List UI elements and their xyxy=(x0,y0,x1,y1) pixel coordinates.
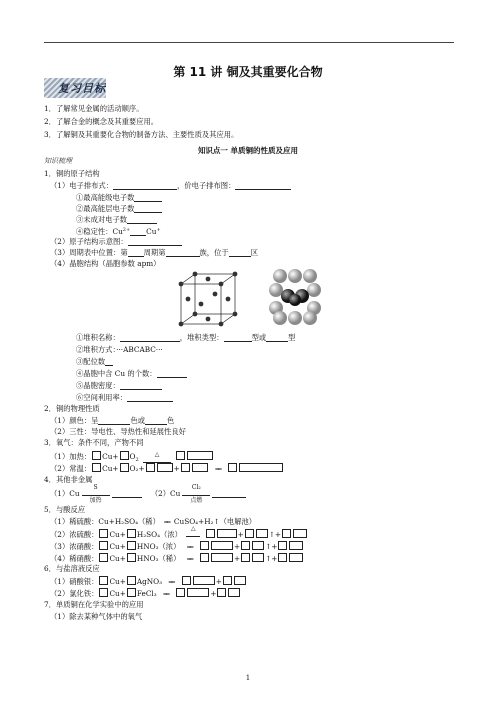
label: Cu+ xyxy=(102,464,119,473)
item-7: 7．单质铜在化学实验中的应用 xyxy=(44,600,144,609)
label: + xyxy=(215,577,222,586)
blank xyxy=(134,193,162,202)
blank xyxy=(134,204,162,213)
condition: 点燃 xyxy=(190,497,203,504)
label: ↑+ xyxy=(268,530,281,539)
item-6: 6．与盐溶液反应 xyxy=(44,564,100,573)
item-1-2 xyxy=(50,237,182,246)
label: （2）原子结构示意图： xyxy=(50,237,128,246)
cell-6 xyxy=(76,393,173,402)
goal-1: 1．了解常见金属的活动顺序。 xyxy=(44,104,144,113)
item-5-1 xyxy=(50,517,256,527)
label: （1）稀硫酸：Cu+H₂SO₄（稀） xyxy=(50,517,160,526)
label: Cu+ xyxy=(109,530,126,539)
blank xyxy=(120,381,162,390)
item-5-2 xyxy=(50,525,308,539)
item-1-3 xyxy=(50,248,258,257)
item-7-1: （1）除去某种气体中的氧气 xyxy=(50,612,143,621)
blank xyxy=(157,369,187,378)
label: + xyxy=(237,530,244,539)
label: （3）浓硝酸： xyxy=(50,542,99,551)
blank xyxy=(127,215,157,224)
label: O₂+ xyxy=(129,464,145,473)
condition: 加热 xyxy=(89,497,102,504)
item-3-1: （1）加热： $Cu+ O_2$ △ xyxy=(50,451,214,465)
label: （1）硝酸银： xyxy=(50,577,99,586)
label: （4）稀硝酸： xyxy=(50,554,99,563)
item-2: 2．铜的物理性质 xyxy=(44,404,100,413)
label: ⑤晶胞密度： xyxy=(76,381,120,390)
cell-5 xyxy=(76,381,162,390)
item-1-d: ④稳定性：$Cu^{2+}$ Cu+ xyxy=(76,227,161,236)
label: 区 xyxy=(250,248,258,257)
label: （1）Cu xyxy=(50,489,80,498)
label: O xyxy=(129,452,136,461)
item-3: 3．氧气：条件不同，产物不同 xyxy=(44,438,144,447)
label: （1）加热： xyxy=(50,452,92,461)
blank xyxy=(105,357,113,366)
blank xyxy=(127,393,173,402)
label: 色 xyxy=(167,416,175,425)
header-rule xyxy=(44,42,454,43)
blank xyxy=(229,248,251,257)
label: ，价电子排布图： xyxy=(177,181,236,190)
blank xyxy=(130,227,146,236)
blank xyxy=(128,237,182,246)
cell-1 xyxy=(76,333,295,342)
close-packing-diagram xyxy=(268,268,322,326)
fcc-unit-cell-diagram xyxy=(177,270,239,328)
blank xyxy=(120,333,180,342)
item-1-1 xyxy=(50,181,291,190)
heat-sign: △ xyxy=(190,525,196,532)
item-1-c xyxy=(76,215,157,224)
label: + xyxy=(173,464,180,473)
item-3-2 xyxy=(50,463,284,474)
item-6-2 xyxy=(50,588,241,599)
item-5-3 xyxy=(50,541,304,552)
label: ①堆积名称： xyxy=(76,333,120,342)
blank xyxy=(235,181,291,190)
label: ↑+ xyxy=(265,542,278,551)
blank xyxy=(128,248,144,257)
cell-4 xyxy=(76,369,187,378)
goal-3: 3．了解铜及其重要化合物的制备方法、主要性质及其应用。 xyxy=(44,130,239,139)
item-1: 1．铜的原子结构 xyxy=(44,169,100,178)
item-5-4 xyxy=(50,553,304,564)
reagent: Cl₂ xyxy=(191,484,201,491)
label: ①最高能级电子数 xyxy=(76,193,135,202)
label: （2）Cu xyxy=(150,489,181,498)
label: 色或 xyxy=(130,416,146,425)
item-1-a xyxy=(76,193,162,202)
label: ④晶胞中含 Cu 的个数： xyxy=(76,369,157,378)
label: （3）周期表中位置：第 xyxy=(50,248,128,257)
item-1-b xyxy=(76,204,162,213)
blank xyxy=(113,181,177,190)
label: ②最高能层电子数 xyxy=(76,204,135,213)
blank xyxy=(98,416,130,425)
blank xyxy=(224,333,252,342)
label: Cu+ xyxy=(109,542,126,551)
label: ④稳定性：Cu xyxy=(76,227,123,236)
label: CuSO₄+H₂↑（电解池） xyxy=(173,517,257,526)
item-5: 5．与酸反应 xyxy=(44,505,86,514)
label: ③配位数 xyxy=(76,357,106,366)
label: （2）浓硫酸： xyxy=(50,530,99,539)
review-goals-badge xyxy=(44,78,106,98)
label: 型或 xyxy=(251,333,267,342)
label: （1）颜色：呈 xyxy=(50,416,99,425)
label: 族，位于 xyxy=(199,248,229,257)
label: + xyxy=(234,542,241,551)
page-title: 第 11 讲 铜及其重要化合物 xyxy=(173,65,323,79)
label: FeCl₃ xyxy=(136,589,157,598)
label: 周期第 xyxy=(143,248,166,257)
reagent: S xyxy=(93,484,98,491)
label: + xyxy=(234,554,241,563)
label: AgNO₃ xyxy=(136,577,163,586)
label: H₂SO₄（浓） xyxy=(136,530,182,539)
blank xyxy=(266,333,288,342)
blank xyxy=(112,489,142,498)
label: ③未成对电子数 xyxy=(76,215,128,224)
label: Cu+ xyxy=(102,452,119,461)
item-4: 4．其他非金属 xyxy=(44,475,93,484)
label: Cu+ xyxy=(109,577,126,586)
label: Cu xyxy=(146,227,157,236)
label: （2）常温： xyxy=(50,464,92,473)
blank xyxy=(212,489,246,498)
label: ↑+ xyxy=(265,554,278,563)
label: ⑥空间利用率： xyxy=(76,393,128,402)
badge-label: 复习目标 xyxy=(58,82,106,95)
label: （2）氯化铁： xyxy=(50,589,99,598)
label: ，堆积类型： xyxy=(179,333,224,342)
page-number: 1 xyxy=(245,674,251,682)
knowledge-badge: 知识梳理 xyxy=(44,157,72,165)
cell-3 xyxy=(76,357,113,366)
goal-2: 2．了解合金的概念及其重要应用。 xyxy=(44,117,159,126)
blank xyxy=(145,416,167,425)
label: HNO₃（浓） xyxy=(136,542,181,551)
label: + xyxy=(210,589,217,598)
section-heading: 知识点一 单质铜的性质及应用 xyxy=(197,146,299,155)
blank xyxy=(166,248,200,257)
label: Cu+ xyxy=(109,554,126,563)
cell-2: ②堆积方式：···ABCABC··· xyxy=(76,345,163,354)
label: 型 xyxy=(288,333,296,342)
label: Cu+ xyxy=(109,589,126,598)
heat-sign: △ xyxy=(154,451,160,458)
label: （1）电子排布式： xyxy=(50,181,114,190)
item-2-1 xyxy=(50,416,174,425)
item-4-reactions xyxy=(50,484,246,504)
item-6-1 xyxy=(50,576,247,587)
item-1-4: （4）晶胞结构（晶胞参数 apm） xyxy=(50,259,161,268)
label: HNO₃（稀） xyxy=(136,554,181,563)
item-2-2: （2）三性：导电性、导热性和延展性良好 xyxy=(50,427,186,436)
